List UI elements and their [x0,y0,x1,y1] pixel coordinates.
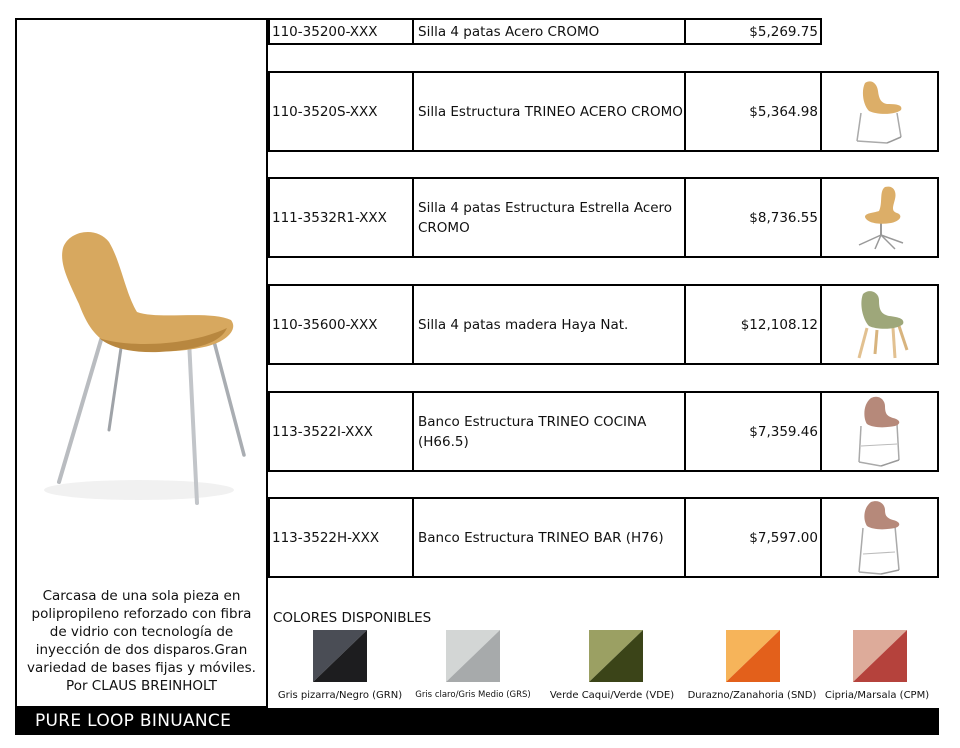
product-name: Banco Estructura TRINEO BAR (H76) [418,529,664,546]
color-label: Cipria/Marsala (CPM) [824,690,930,701]
colors-title: COLORES DISPONIBLES [273,610,432,626]
product-name: Silla 4 patas Acero CROMO [418,23,600,40]
product-overview-panel [15,18,268,708]
table-row [268,284,939,365]
product-name: Silla 4 patas madera Haya Nat. [418,316,629,333]
color-swatch-cpm [853,630,907,682]
table-row [268,391,939,472]
color-label: Durazno/Zanahoria (SND) [687,690,817,701]
table-row [268,18,822,45]
color-label: Gris pizarra/Negro (GRN) [277,690,403,701]
table-row [268,177,939,258]
product-name: Silla 4 patas Estructura Estrella Acero CROMO [418,199,673,236]
product-price: $7,359.46 [749,423,818,440]
product-code: 111-3532R1-XXX [272,209,387,226]
color-swatch-grs [446,630,500,682]
product-price: $8,736.55 [749,209,818,226]
color-swatch-snd [726,630,780,682]
product-thumbnail [822,499,939,576]
product-thumbnail [822,393,939,470]
hero-chair-image [39,220,249,510]
table-row [268,497,939,578]
collection-title: PURE LOOP BINUANCE [35,711,232,731]
product-price: $5,269.75 [749,23,818,40]
product-name: Silla Estructura TRINEO ACERO CROMO [418,103,683,120]
product-thumbnail [822,73,939,150]
product-name: Banco Estructura TRINEO COCINA (H66.5) [418,413,647,450]
product-description: Carcasa de una sola pieza en polipropileno reforzado con fibra de vidrio con tecnología de inyección de dos disparos.Gran variedad de bases fijas y móviles. Por CLAUS BREINHOLT [27,588,256,694]
product-code: 110-3520S-XXX [272,103,378,120]
table-row [268,71,939,152]
product-price: $12,108.12 [740,316,818,333]
product-thumbnail [822,179,939,256]
product-code: 110-35600-XXX [272,316,378,333]
product-price: $5,364.98 [749,103,818,120]
color-swatch-vde [589,630,643,682]
product-thumbnail [822,286,939,363]
color-swatch-grn [313,630,367,682]
product-code: 113-3522I-XXX [272,423,373,440]
product-price: $7,597.00 [749,529,818,546]
product-code: 110-35200-XXX [272,23,378,40]
color-label: Verde Caqui/Verde (VDE) [549,690,675,701]
colors-section [268,578,939,708]
footer-bar [15,708,939,735]
product-code: 113-3522H-XXX [272,529,380,546]
color-label: Gris claro/Gris Medio (GRS) [415,690,531,700]
